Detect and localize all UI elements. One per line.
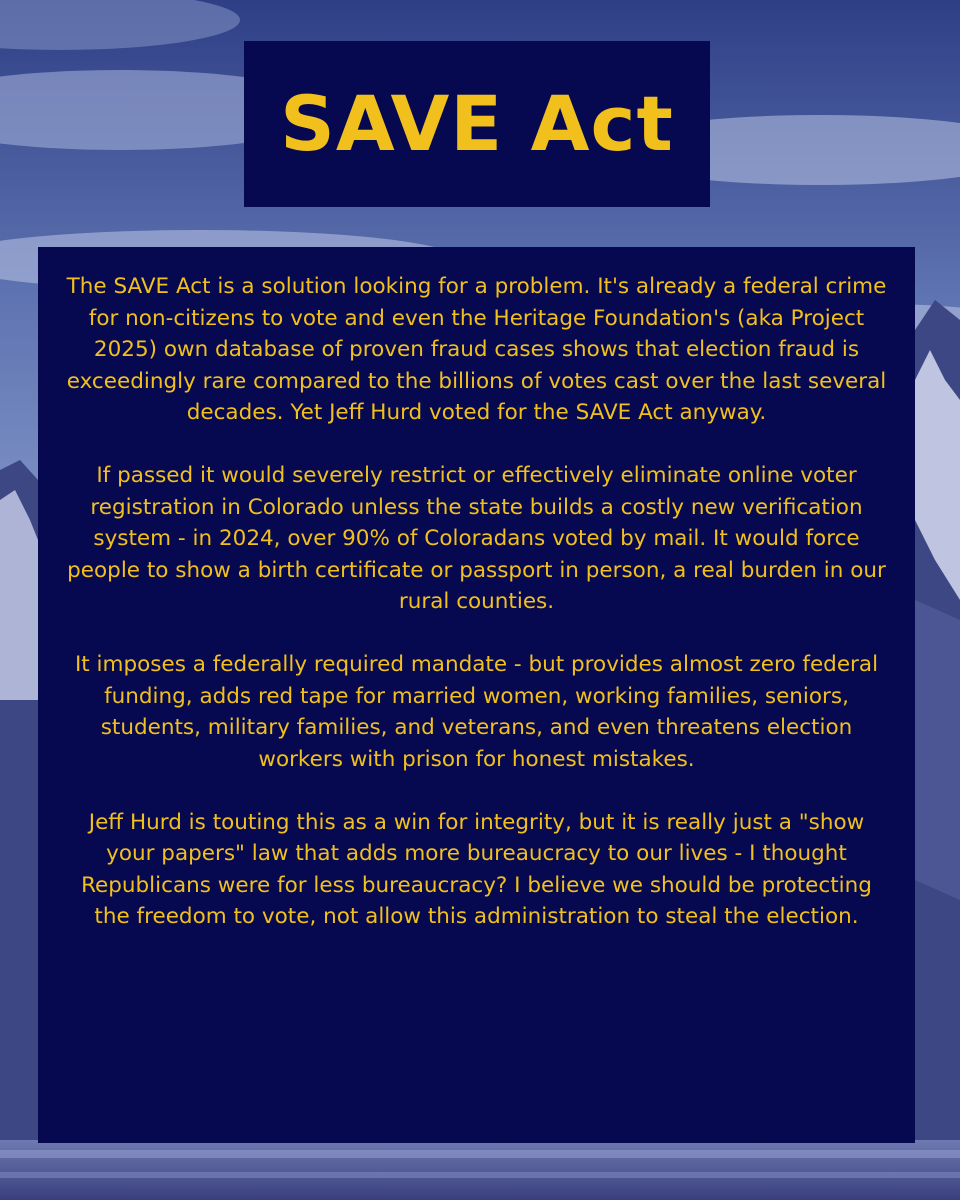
paragraph-2: If passed it would severely restrict or effectively eliminate online voter registration in Colorado unless the state builds a costly new verification system - in 2024, over 90% of Coloradans voted by mail. It would force people to show a birth certificate or passport in person, a real burden in our rural counties.: [67, 463, 886, 614]
paragraph-3: It imposes a federally required mandate - but provides almost zero federal funding, adds red tape for married women, working families, seniors, students, military families, and veterans, and even threatens election workers with prison for honest mistakes.: [74, 652, 879, 772]
page-title: SAVE Act: [280, 79, 674, 168]
text-panel: [38, 247, 915, 1143]
paragraph-4: Jeff Hurd is touting this as a win for integrity, but it is really just a "show your papers" law that adds more bureaucracy to our lives - I thought Republicans were for less bureaucracy? I believe we should be protecting the freedom to vote, not allow this administration to steal the election.: [81, 809, 872, 929]
paragraph-1: The SAVE Act is a solution looking for a problem. It's already a federal crime for non-citizens to vote and even the Heritage Foundation's (aka Project 2025) own database of proven fraud cases shows that election fraud is exceedingly rare compared to the billions of votes cast over the last several decades. Yet Jeff Hurd voted for the SAVE Act anyway.: [66, 274, 887, 425]
title-banner: [244, 41, 710, 207]
